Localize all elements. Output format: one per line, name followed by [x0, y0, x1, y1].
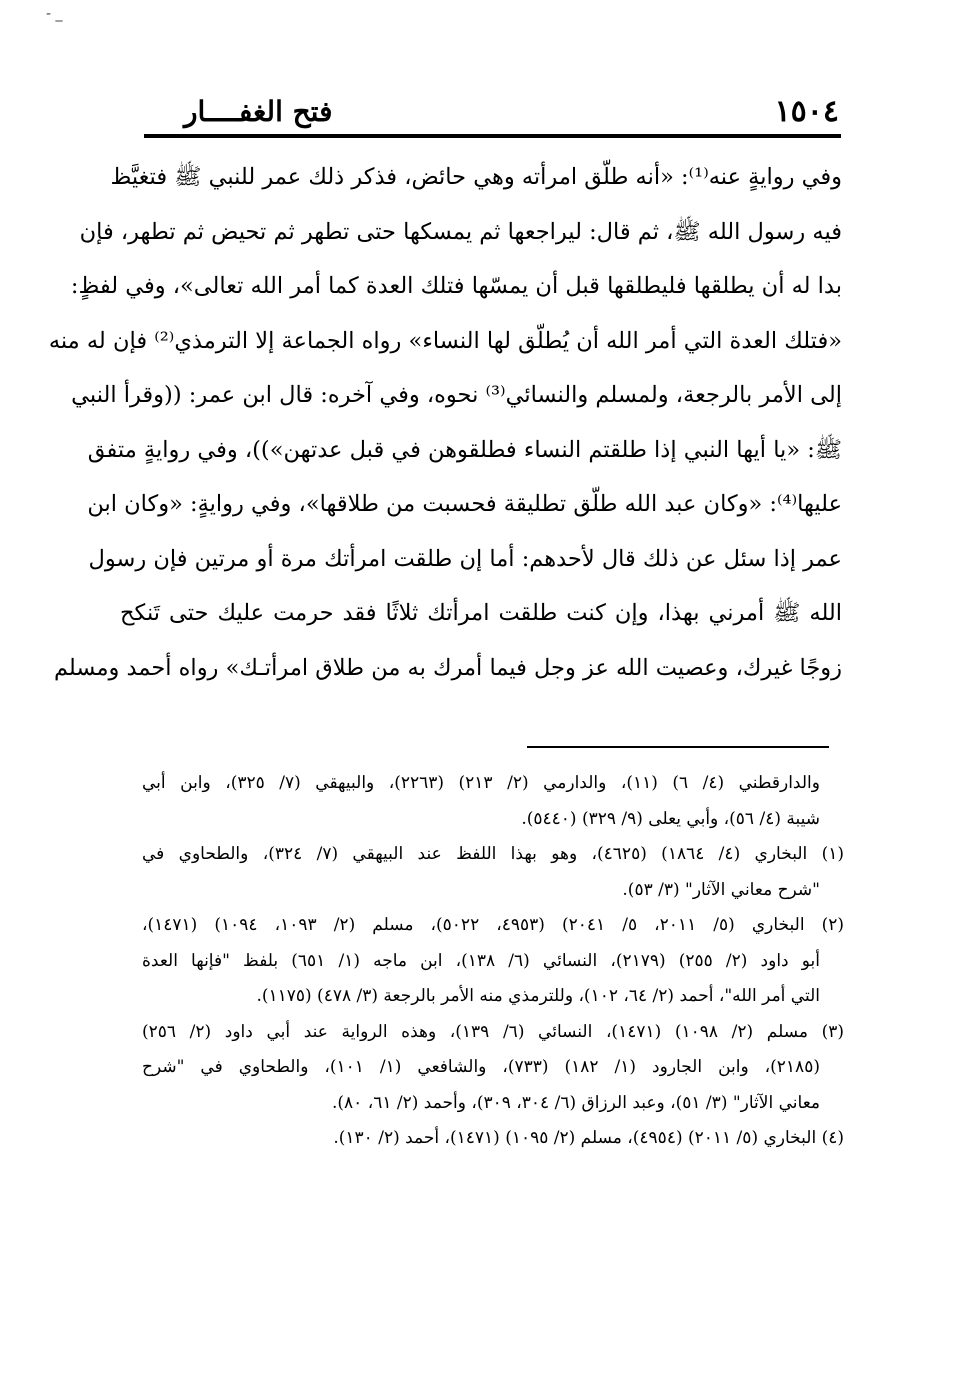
- running-header: [144, 92, 839, 132]
- footnotes: [142, 766, 844, 1157]
- footnote-line: (٣) مسلم (٢/ ١٠٩٨) (١٤٧١)، النسائي (٦/ ١٣٩)، وهذه الرواية عند أبي داود (٢/ ٢٥٦): [142, 1021, 844, 1042]
- footnote-line: "شرح معاني الآثار" (٣/ ٥٣).: [622, 879, 820, 900]
- text-line: عليها⁽⁴⁾: «وكان عبد الله طلّق تطليقة فحسبت من طلاقها»، وفي روايةٍ: «وكان ابن: [87, 491, 842, 517]
- header-rule: [144, 134, 841, 138]
- book-title: فتح الغفــــار: [184, 95, 333, 128]
- text-line: زوجًا غيرك، وعصيت الله عز وجل فيما أمرك به من طلاق امرأتـك» رواه أحمد ومسلم: [53, 654, 842, 681]
- page-number: ١٥٠٤: [774, 94, 839, 129]
- footnote-separator: [527, 746, 829, 748]
- text-line: عمر إذا سئل عن ذلك قال لأحدهم: أما إن طلقت امرأتك مرة أو مرتين فإن رسول: [88, 545, 842, 572]
- footnote-line: (٤) البخاري (٥/ ٢٠١١) (٤٩٥٤)، مسلم (٢/ ١٠٩٥) (١٤٧١)، أحمد (٢/ ١٣٠).: [333, 1128, 844, 1148]
- text-line: بدا له أن يطلقها فليطلقها قبل أن يمسّها فتلك العدة كما أمر الله تعالى»، وفي لفظٍ:: [70, 273, 842, 299]
- text-line: فيه رسول الله ﷺ، ثم قال: ليراجعها ثم يمسكها حتى تطهر ثم تحيض ثم تطهر، فإن: [79, 218, 842, 245]
- text-line: «فتلك العدة التي أمر الله أن يُطلّق لها النساء» رواه الجماعة إلا الترمذي⁽²⁾ فإن له منه: [48, 327, 842, 354]
- footnote-line: معاني الآثار" (٣/ ٥١)، وعبد الرزاق (٦/ ٣٠٤، ٣٠٩)، وأحمد (٢/ ٦١، ٨٠).: [331, 1092, 820, 1113]
- footnote-line: أبو داود (٢/ ٢٥٥) (٢١٧٩)، النسائي (٦/ ١٣٨)، ابن ماجه (١/ ٦٥١) بلفظ "فإنها العدة: [142, 950, 820, 971]
- footnote-line: والدارقطني (٤/ ٦) (١١)، والدارمي (٢/ ٢١٣) (٢٢٦٣)، والبيهقي (٧/ ٣٢٥)، وابن أبي: [142, 773, 820, 793]
- footnote-line: (٢١٨٥)، وابن الجارود (١/ ١٨٢) (٧٣٣)، والشافعي (١/ ١٠١)، والطحاوي في "شرح: [142, 1057, 820, 1077]
- text-line: الله ﷺ أمرني بهذا، وإن كنت طلقت امرأتك ثلاثًا فقد حرمت عليك حتى تَنكح: [120, 600, 842, 626]
- corner-mark: - _: [46, 6, 63, 22]
- main-text: [48, 150, 842, 695]
- text-line: إلى الأمر بالرجعة، ولمسلم والنسائي⁽³⁾ نحوه، وفي آخره: قال ابن عمر: ((وقرأ النبي: [71, 382, 842, 408]
- text-line: ﷺ: «يا أيها النبي إذا طلقتم النساء فطلقوهن في قبل عدتهن»))، وفي روايةٍ متفق: [87, 436, 842, 463]
- footnote-line: (٢) البخاري (٥/ ٢٠١١، ٥/ ٢٠٤١) (٤٩٥٣، ٥٠٢٢)، مسلم (٢/ ١٠٩٣، ١٠٩٤) (١٤٧١)،: [142, 915, 845, 935]
- footnote-line: (١) البخاري (٤/ ١٨٦٤) (٤٦٢٥)، وهو بهذا اللفظ عند البيهقي (٧/ ٣٢٤)، والطحاوي في: [142, 844, 844, 864]
- footnote-line: التي أمر الله"، أحمد (٢/ ٦٤، ١٠٢)، وللترمذي منه الأمر بالرجعة (٣/ ٤٧٨) (١١٧٥).: [256, 986, 820, 1006]
- footnote-line: شيبة (٤/ ٥٦)، وأبي يعلى (٩/ ٣٢٩) (٥٤٤٠).: [521, 808, 820, 829]
- text-line: وفي روايةٍ عنه⁽¹⁾: «أنه طلّق امرأته وهي حائض، فذكر ذلك عمر للنبي ﷺ فتغيَّظ: [110, 164, 842, 190]
